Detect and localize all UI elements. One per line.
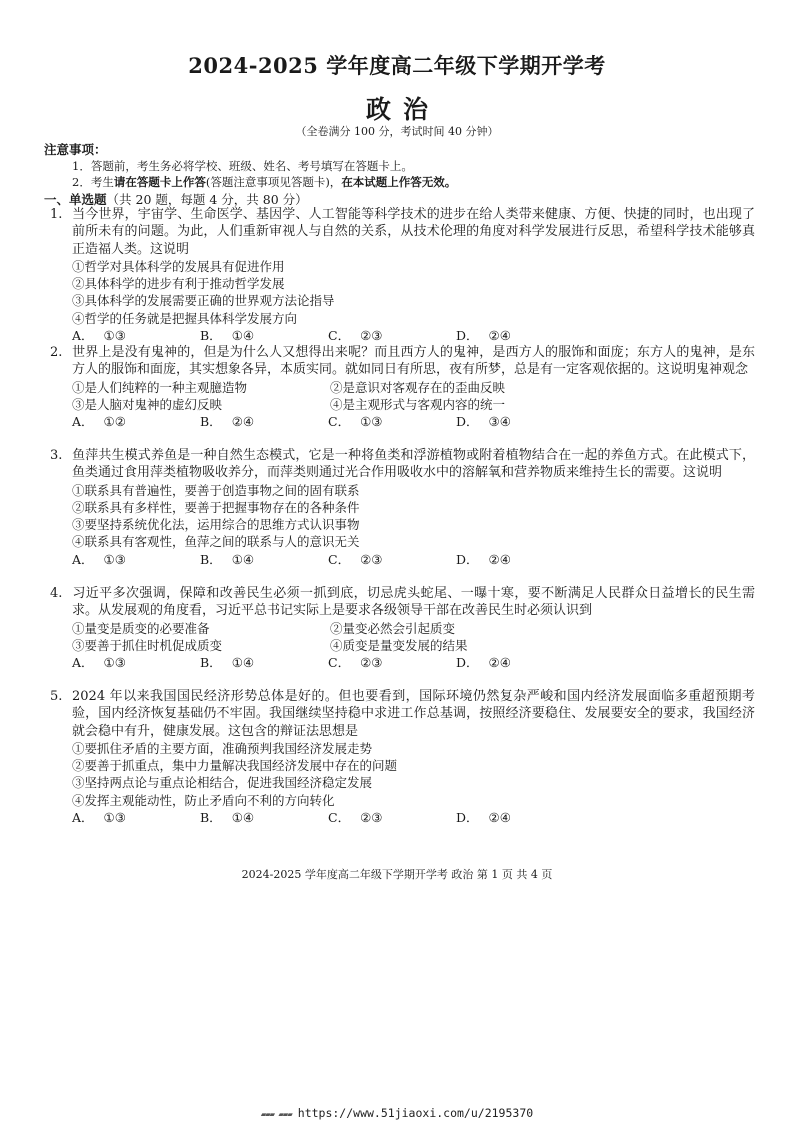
statement: ④哲学的任务就是把握具体科学发展方向: [72, 310, 298, 326]
choice-label: A．: [72, 810, 94, 826]
statement: ④是主观形式与客观内容的统一: [330, 396, 506, 412]
statement: ③要善于抓住时机促成质变: [72, 637, 223, 653]
question-stem: [50, 585, 755, 620]
statement: ③是人脑对鬼神的虚幻反映: [72, 396, 223, 412]
choice-text: ②③: [360, 655, 383, 671]
choice-d: [456, 809, 584, 826]
choice-text: ①④: [231, 655, 255, 671]
statement: ④发挥主观能动性，防止矛盾向不利的方向转化: [72, 792, 335, 808]
choice-label: B．: [200, 810, 222, 826]
choice-text: ②④: [488, 328, 511, 344]
choice-a: [72, 327, 200, 344]
page-footer: 2024-2025 学年度高二年级下学期开学考 政治 第 1 页 共 4 页: [241, 868, 553, 881]
statement-list: [50, 482, 755, 551]
choice-c: [328, 413, 456, 430]
choice-a: [72, 654, 200, 671]
statement: ②量变必然会引起质变: [330, 620, 456, 636]
choice-text: ①③: [103, 328, 126, 344]
choice-label: B．: [200, 655, 222, 671]
choice-c: [328, 327, 456, 344]
choice-label: A．: [72, 551, 94, 567]
choice-b: [200, 809, 328, 826]
question-stem: [50, 206, 755, 258]
question-text: 2024 年以来我国国民经济形势总体是好的。但也要看到，国际环境仍然复杂严峻和国内经济发展面临多重超预期考验，国内经济恢复基础仍不牢固。我国继续坚持稳中求进工作总基调，按照经济要稳住、发展要安全的要求，我国经济就会稳中有升，健康发展。这包含的辩证法思想是: [72, 689, 755, 739]
question-text: 鱼萍共生模式养鱼是一种自然生态模式，它是一种将鱼类和浮游植物或附着植物结合在一起的养鱼方式。在此模式下，鱼类通过食用萍类植物吸收养分，而萍类则通过光合作用吸收水中的溶解氧和营养物质来维持生长的需要。这说明: [72, 448, 755, 481]
statement-list: [50, 379, 755, 414]
question-text: 习近平多次强调，保障和改善民生必须一抓到底，切忌虎头蛇尾、一曝十寒，要不断满足人民群众日益增长的民生需求。从发展观的角度看，习近平总书记实际上是要求各级领导干部在改善民生时必须认识到: [72, 586, 755, 619]
choice-d: [456, 413, 584, 430]
choice-text: ②③: [360, 551, 383, 567]
choice-label: D．: [456, 551, 479, 567]
choice-text: ②④: [488, 551, 511, 567]
subject-title: 政治: [365, 95, 440, 124]
choice-text: ②③: [360, 810, 383, 826]
choice-row: [50, 809, 755, 826]
choice-label: B．: [200, 414, 222, 430]
choice-a: [72, 413, 200, 430]
question-5: [50, 688, 755, 826]
notice-item-2-prefix: 2．考生: [72, 175, 114, 189]
statement: ④联系具有客观性，鱼萍之间的联系与人的意识无关: [72, 534, 360, 550]
watermark-url: https://www.51jiaoxi.com/u/2195370: [297, 1106, 534, 1120]
section-title: 一、单选题: [44, 192, 107, 207]
choice-d: [456, 654, 584, 671]
choice-text: ①③: [103, 551, 126, 567]
statement-list: [50, 258, 755, 327]
choice-a: [72, 551, 200, 568]
statement: ①要抓住矛盾的主要方面，准确预判我国经济发展走势: [72, 740, 373, 756]
choice-row: [50, 413, 755, 430]
notice-item-2: [72, 174, 456, 190]
question-number: 2.: [50, 345, 63, 360]
notice-item-1: 1．答题前，考生务必将学校、班级、姓名、考号填写在答题卡上。: [72, 159, 413, 173]
choice-text: ①③: [103, 655, 126, 671]
question-text: 世界上是没有鬼神的，但是为什么人又想得出来呢？而且西方人的鬼神，是西方人的服饰和面庞；东方人的鬼神，是东方人的服饰和面庞，其实想象各异，本质实同。就如同日有所思，夜有所梦，总是有一定客观依据的。这说明鬼神观念: [72, 345, 755, 378]
notice-item-2-warning: 在本试题上作答无效。: [341, 175, 457, 189]
choice-c: [328, 551, 456, 568]
choice-label: A．: [72, 328, 94, 344]
choice-label: B．: [200, 551, 222, 567]
statement: ④质变是量变发展的结果: [330, 637, 468, 653]
notice-title: 注意事项：: [44, 142, 107, 157]
statement: ①哲学对具体科学的发展具有促进作用: [72, 258, 285, 274]
choice-label: C．: [328, 551, 351, 567]
statement: ①量变是质变的必要准备: [72, 620, 210, 636]
statement: ①是人们纯粹的一种主观臆造物: [72, 379, 248, 395]
statement: ②联系具有多样性，要善于把握事物存在的各种条件: [72, 499, 360, 515]
choice-d: [456, 327, 584, 344]
question-stem: [50, 344, 755, 379]
statement: ②是意识对客观存在的歪曲反映: [330, 379, 506, 395]
statement: ①联系具有普遍性，要善于创造事物之间的固有联系: [72, 482, 360, 498]
choice-text: ②③: [360, 328, 383, 344]
choice-label: C．: [328, 810, 351, 826]
notice-item-2-note: (答题注意事项见答题卡)，: [205, 175, 342, 189]
section-scoring: （共 20 题，每题 4 分，共 80 分）: [106, 192, 308, 207]
choice-row: [50, 551, 755, 568]
statement-list: [50, 740, 755, 809]
statement-list: [50, 620, 755, 655]
choice-label: D．: [456, 810, 479, 826]
question-4: [50, 585, 755, 671]
choice-b: [200, 413, 328, 430]
notice-item-2-emphasis: 请在答题卡上作答: [113, 175, 206, 189]
choice-label: A．: [72, 414, 94, 430]
choice-row: [50, 327, 755, 344]
choice-text: ②④: [231, 414, 255, 430]
choice-text: ①④: [231, 551, 255, 567]
choice-text: ②④: [488, 810, 511, 826]
choice-a: [72, 809, 200, 826]
watermark: [0, 1106, 794, 1120]
question-number: 5.: [50, 689, 63, 704]
choice-b: [200, 551, 328, 568]
question-number: 4.: [50, 586, 63, 601]
choice-label: D．: [456, 655, 479, 671]
statement: ③坚持两点论与重点论相结合，促进我国经济稳定发展: [72, 775, 373, 791]
question-2: [50, 344, 755, 430]
choice-text: ③④: [488, 414, 511, 430]
choice-c: [328, 654, 456, 671]
question-1: [50, 206, 755, 344]
choice-label: C．: [328, 414, 351, 430]
question-3: [50, 447, 755, 568]
choice-row: [50, 654, 755, 671]
choice-label: B．: [200, 328, 222, 344]
choice-label: C．: [328, 655, 351, 671]
watermark-logo-icon: ▰▰▰ ▰▰▰: [260, 1110, 292, 1120]
choice-c: [328, 809, 456, 826]
choice-label: A．: [72, 655, 94, 671]
choice-text: ①④: [231, 328, 255, 344]
exam-title: 2024-2025 学年度高二年级下学期开学考: [188, 53, 606, 78]
choice-text: ①④: [231, 810, 255, 826]
question-stem: [50, 688, 755, 740]
choice-d: [456, 551, 584, 568]
question-stem: [50, 447, 755, 482]
choice-label: C．: [328, 328, 351, 344]
choice-label: D．: [456, 414, 479, 430]
choice-b: [200, 654, 328, 671]
statement: ③具体科学的发展需要正确的世界观方法论指导: [72, 293, 335, 309]
statement: ②要善于抓重点，集中力量解决我国经济发展中存在的问题: [72, 758, 398, 774]
exam-meta: （全卷满分 100 分，考试时间 40 分钟）: [295, 125, 499, 138]
statement: ③要坚持系统优化法，运用综合的思维方式认识事物: [72, 517, 360, 533]
statement: ②具体科学的进步有利于推动哲学发展: [72, 276, 285, 292]
choice-text: ①③: [103, 810, 126, 826]
choice-b: [200, 327, 328, 344]
choice-label: D．: [456, 328, 479, 344]
question-text: 当今世界，宇宙学、生命医学、基因学、人工智能等科学技术的进步在给人类带来健康、方便、快捷的同时，也出现了前所未有的问题。为此，人们重新审视人与自然的关系，从技术伦理的角度对科学发展进行反思，希望科学技术能够真正造福人类。这说明: [72, 207, 755, 257]
choice-text: ②④: [488, 655, 511, 671]
question-number: 3.: [50, 448, 63, 463]
question-number: 1.: [50, 207, 63, 222]
choice-text: ①②: [103, 414, 126, 430]
choice-text: ①③: [360, 414, 383, 430]
